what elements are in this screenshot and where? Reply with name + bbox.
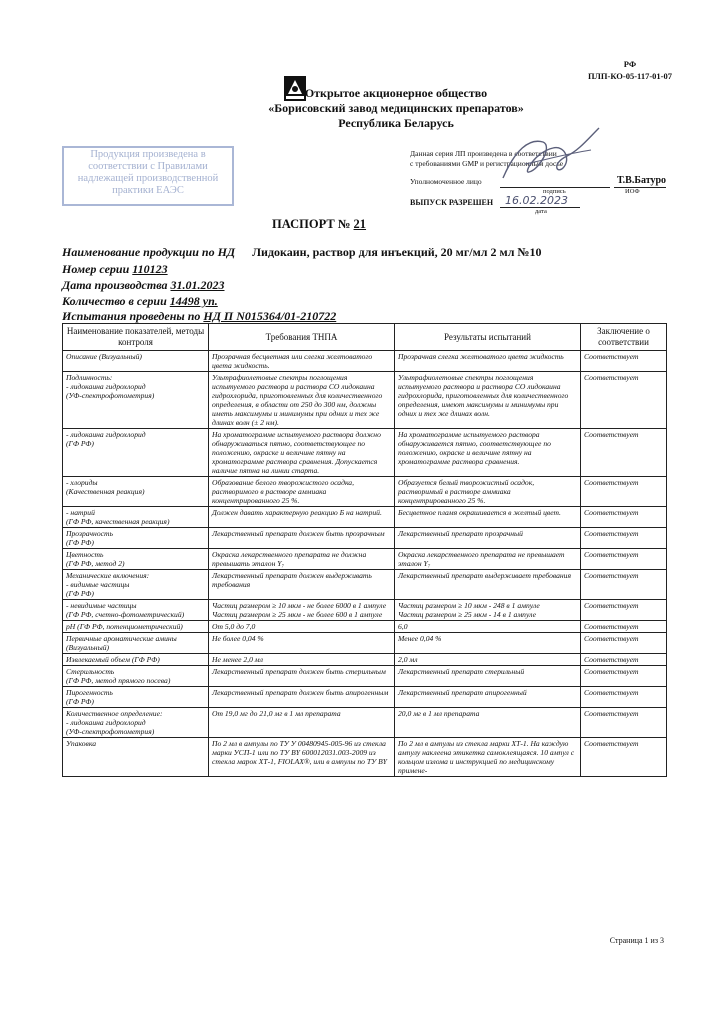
table-row — [63, 429, 667, 477]
cell-c2: Окраска лекарственного препарата не должна превышать эталон Y₇ — [209, 549, 395, 570]
cell-c4: Соответствует — [581, 633, 667, 654]
cell-c3: 2,0 мл — [395, 654, 581, 666]
header-results: Результаты испытаний — [395, 324, 581, 351]
cell-c3: По 2 мл в ампулы из стекла марки ХТ-1. На каждую ампулу наклеена этикетка самоклеящаяся. 10 ампул с кольцом излома и инструкцией по медицинскому примене- — [395, 738, 581, 777]
cell-c3: Частиц размером ≥ 10 мкм - 248 в 1 ампуле Частиц размером ≥ 25 мкм - 14 в 1 ампуле — [395, 600, 581, 621]
cell-c3: Бесцветное пламя окрашивается в желтый цвет. — [395, 507, 581, 528]
header-requirements: Требования ТНПА — [209, 324, 395, 351]
cell-c4: Соответствует — [581, 666, 667, 687]
cell-c1: pH (ГФ РФ, потенциометрический) — [63, 621, 209, 633]
serial-label: Номер серии — [62, 262, 130, 276]
cell-c1: - натрий (ГФ РФ, качественная реакция) — [63, 507, 209, 528]
cell-c1: Первичные ароматические амины (Визуальный) — [63, 633, 209, 654]
serial-row — [62, 262, 202, 276]
product-name-value: Лидокаин, раствор для инъекций, 20 мг/мл 2 мл №10 — [252, 245, 542, 259]
cell-c3: Окраска лекарственного препарата не превышает эталон Y₇ — [395, 549, 581, 570]
quantity-value: 14498 уп. — [169, 294, 218, 308]
header-conclusion: Заключение о соответствии — [581, 324, 667, 351]
cell-c2: На хроматограмме испытуемого раствора должно обнаруживаться пятно, соответствующее по положению, окраске и величине пятну на хроматограмме раствора сравнения. Допускается наличие пятна на линии старта. — [209, 429, 395, 477]
gmp-stamp — [62, 146, 234, 206]
page-number: Страница 1 из 3 — [609, 936, 664, 945]
table-header-row — [63, 324, 667, 351]
authorized-person-name: Т.В.Батуро — [617, 175, 667, 186]
results-table — [62, 323, 667, 777]
cell-c4: Соответствует — [581, 507, 667, 528]
cell-c1: Упаковка — [63, 738, 209, 777]
stamp-line: надлежащей производственной — [77, 173, 219, 184]
cell-c4: Соответствует — [581, 549, 667, 570]
passport-number: 21 — [353, 217, 367, 231]
production-date-label: Дата производства — [62, 278, 168, 292]
cell-c1: - невидимые частицы (ГФ РФ, счетно-фотометрический) — [63, 600, 209, 621]
stamp-line: соответствии с Правилами — [88, 161, 208, 172]
table-row — [63, 570, 667, 600]
stamp-line: Продукция произведена в — [90, 149, 206, 160]
compliance-line: Данная серия ЛП произведена в соответствии — [410, 149, 557, 158]
signature-caption: подпись — [543, 188, 566, 195]
quantity-label: Количество в серии — [62, 294, 167, 308]
cell-c2: От 5,0 до 7,0 — [209, 621, 395, 633]
cell-c4: Соответствует — [581, 738, 667, 777]
cell-c1: Прозрачность (ГФ РФ) — [63, 528, 209, 549]
cell-c1: Количественное определение: - лидокаина гидрохлорид (УФ-спектрофотометрия) — [63, 708, 209, 738]
cell-c2: Лекарственный препарат должен быть прозрачным — [209, 528, 395, 549]
cell-c3: 20,0 мг в 1 мл препарата — [395, 708, 581, 738]
table-row — [63, 633, 667, 654]
cell-c4: Соответствует — [581, 477, 667, 507]
quantity-row — [62, 294, 270, 308]
signature-mark — [495, 120, 605, 190]
table-row — [63, 666, 667, 687]
cell-c4: Соответствует — [581, 600, 667, 621]
tests-row — [62, 309, 336, 323]
release-date: 16.02.2023 — [505, 194, 568, 207]
cell-c1: Подлинность: - лидокаина гидрохлорид (УФ-спектрофотометрия) — [63, 372, 209, 429]
cell-c4: Соответствует — [581, 528, 667, 549]
table-row — [63, 600, 667, 621]
cell-c2: Не менее 2,0 мл — [209, 654, 395, 666]
table-row — [63, 738, 667, 777]
cell-c2: Ультрафиолетовые спектры поглощения испытуемого раствора и раствора СО лидокаина гидрохлорида, приготовленных для количественного определения, в области от 250 до 300 нм, должны иметь максимумы и минимумы при одних и тех же длинах волн (± 2 нм). — [209, 372, 395, 429]
cell-c4: Соответствует — [581, 621, 667, 633]
org-country: Республика Беларусь — [338, 116, 454, 130]
tests-value: НД П N015364/01-210722 — [203, 309, 337, 323]
cell-c3: Лекарственный препарат апирогенный — [395, 687, 581, 708]
production-date-value: 31.01.2023 — [170, 278, 225, 292]
cell-c4: Соответствует — [581, 708, 667, 738]
cell-c3: Образуется белый творожистый осадок, растворимый в растворе аммиака концентрированного 25 %. — [395, 477, 581, 507]
table-row — [63, 654, 667, 666]
form-code: ПЛП-КО-05-117-01-07 — [587, 71, 672, 81]
document-code — [588, 58, 672, 82]
table-row — [63, 351, 667, 372]
cell-c4: Соответствует — [581, 351, 667, 372]
release-label: ВЫПУСК РАЗРЕШЕН — [410, 198, 494, 207]
cell-c3: 6,0 — [395, 621, 581, 633]
table-row — [63, 549, 667, 570]
table-row — [63, 372, 667, 429]
passport-label: ПАСПОРТ № — [272, 217, 351, 231]
header-indicator: Наименование показателей, методы контроля — [63, 324, 209, 351]
cell-c3: Лекарственный препарат прозрачный — [395, 528, 581, 549]
cell-c2: По 2 мл в ампулы по ТУ У 00480945-005-96 из стекла марки УСП-1 или по ТУ BY 600012031.003-2009 из стекла марок ХТ-1, FIOLAX®, или в ампулы по ТУ BY — [209, 738, 395, 777]
cell-c4: Соответствует — [581, 429, 667, 477]
cell-c2: Лекарственный препарат должен быть апирогенным — [209, 687, 395, 708]
cell-c3: Менее 0,04 % — [395, 633, 581, 654]
authorized-person-label: Уполномоченное лицо — [410, 177, 482, 186]
production-date-row — [62, 278, 251, 292]
cell-c2: Образование белого творожистого осадка, растворимого в растворе аммиака концентрированного 25 %. — [209, 477, 395, 507]
cell-c1: Извлекаемый объем (ГФ РФ) — [63, 654, 209, 666]
table-row — [63, 621, 667, 633]
serial-value: 110123 — [132, 262, 168, 276]
product-name-label: Наименование продукции по НД — [62, 245, 236, 259]
stamp-line: практики ЕАЭС — [112, 185, 184, 196]
cell-c2: Лекарственный препарат должен выдерживать требования — [209, 570, 395, 600]
date-caption: дата — [535, 208, 547, 215]
cell-c3: Ультрафиолетовые спектры поглощения испытуемого раствора и раствора СО лидокаина гидрохлорида, приготовленных для количественного определения, имеют максимумы и минимумы при одних и тех же длинах волн. — [395, 372, 581, 429]
table-row — [63, 687, 667, 708]
org-name-line2: «Борисовский завод медицинских препаратов» — [268, 101, 524, 115]
table-row — [63, 477, 667, 507]
table-row — [63, 528, 667, 549]
cell-c2: От 19,0 мг до 21,0 мг в 1 мл препарата — [209, 708, 395, 738]
table-row — [63, 708, 667, 738]
cell-c3: На хроматограмме испытуемого раствора обнаруживается пятно, соответствующее по положению, окраске и величине пятну на хроматограмме раствора сравнения. — [395, 429, 581, 477]
cell-c1: Описание (Визуальный) — [63, 351, 209, 372]
name-line — [614, 187, 666, 188]
cell-c3: Лекарственный препарат стерильный — [395, 666, 581, 687]
cell-c4: Соответствует — [581, 372, 667, 429]
cell-c2: Не более 0,04 % — [209, 633, 395, 654]
table-row — [63, 507, 667, 528]
cell-c4: Соответствует — [581, 570, 667, 600]
cell-c1: - хлориды (Качественная реакция) — [63, 477, 209, 507]
cell-c4: Соответствует — [581, 687, 667, 708]
product-name-row — [62, 245, 542, 259]
cell-c2: Лекарственный препарат должен быть стерильным — [209, 666, 395, 687]
cell-c1: Пирогенность (ГФ РФ) — [63, 687, 209, 708]
cell-c3: Лекарственный препарат выдерживает требования — [395, 570, 581, 600]
cell-c2: Должен давать характерную реакцию Б на натрий. — [209, 507, 395, 528]
cell-c1: Механические включения: - видимые частицы (ГФ РФ) — [63, 570, 209, 600]
cell-c3: Прозрачная слегка желтоватого цвета жидкость — [395, 351, 581, 372]
country-code: РФ — [623, 59, 637, 69]
compliance-line: с требованиями GMP и регистрационным досье — [410, 158, 564, 168]
passport-title — [272, 217, 366, 232]
cell-c2: Частиц размером ≥ 10 мкм - не более 6000 в 1 ампуле Частиц размером ≥ 25 мкм - не более 600 в 1 ампуле — [209, 600, 395, 621]
cell-c2: Прозрачная бесцветная или слегка желтоватого цвета жидкость. — [209, 351, 395, 372]
cell-c4: Соответствует — [581, 654, 667, 666]
tests-label: Испытания проведены по — [62, 309, 201, 323]
org-name-line1: Открытое акционерное общество — [304, 86, 488, 100]
cell-c1: - лидокаина гидрохлорид (ГФ РФ) — [63, 429, 209, 477]
cell-c1: Стерильность (ГФ РФ, метод прямого посева) — [63, 666, 209, 687]
name-caption: ИОФ — [625, 188, 640, 195]
cell-c1: Цветность (ГФ РФ, метод 2) — [63, 549, 209, 570]
